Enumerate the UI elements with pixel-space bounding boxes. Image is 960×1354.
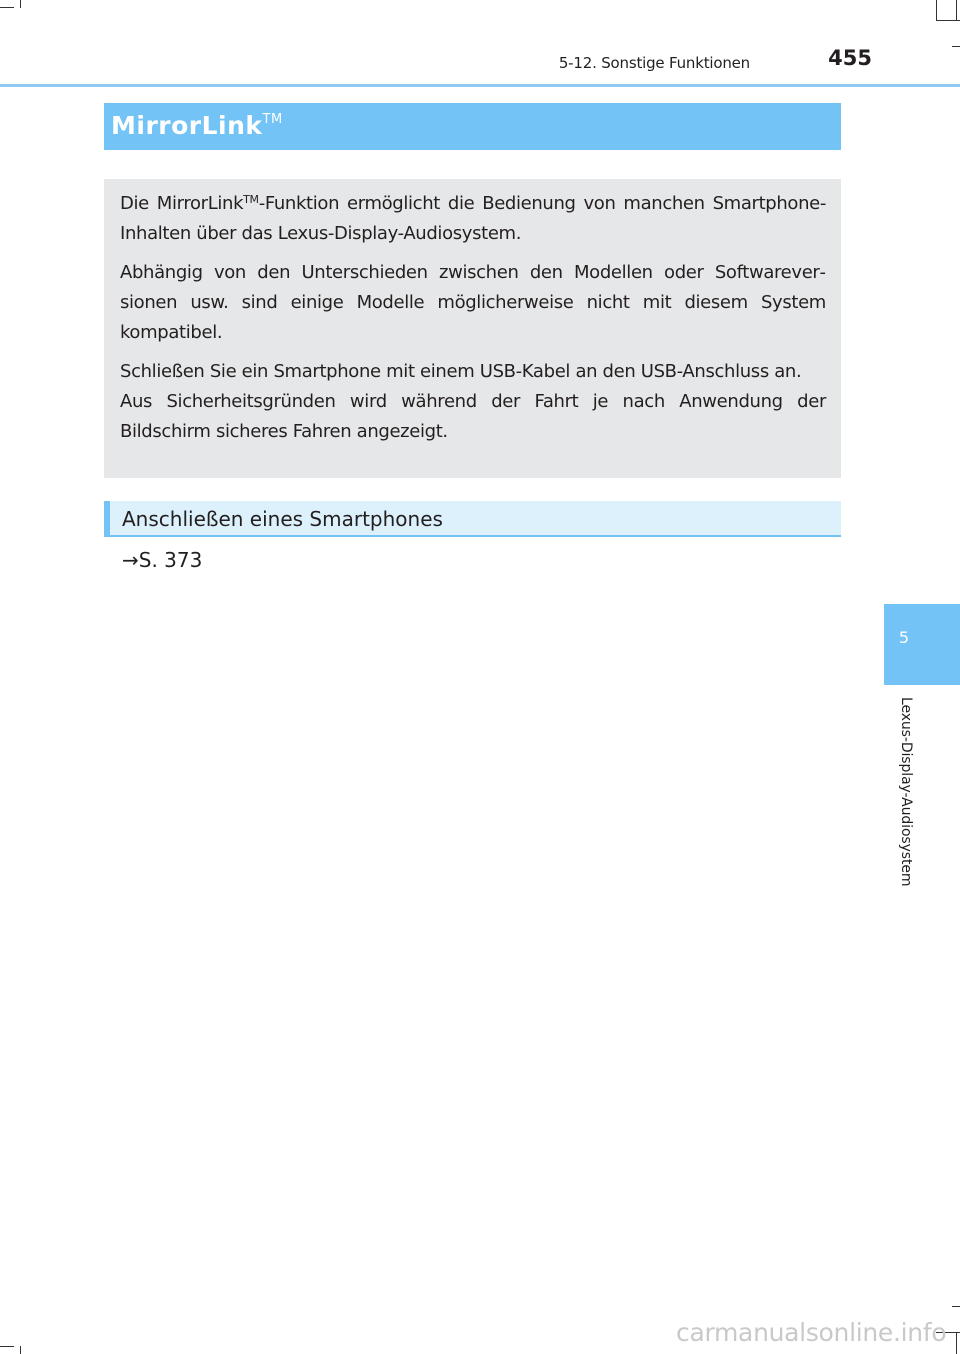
- watermark: carmanualsonline.info: [676, 1318, 947, 1347]
- page-reference-text: S. 373: [138, 548, 203, 572]
- crop-mark: [20, 0, 21, 8]
- trademark-symbol: TM: [243, 193, 259, 206]
- intro-paragraph: [120, 185, 826, 249]
- page-reference-link[interactable]: [122, 548, 202, 572]
- chapter-label: Lexus-Display-Audiosystem: [898, 697, 914, 887]
- intro-paragraph: Abhängig von den Unterschieden zwischen den Modellen oder Softwareversionen usw. sind einige Modelle möglicherweise nicht mit diesem System kompatibel.: [120, 262, 826, 343]
- intro-paragraph: Schließen Sie ein Smartphone mit einem USB-Kabel an den USB-Anschluss an.: [120, 361, 802, 382]
- chapter-number: 5: [898, 628, 910, 647]
- section-title-text: MirrorLink: [111, 111, 263, 140]
- page-number: 455: [828, 46, 872, 70]
- header-rule: [0, 84, 960, 87]
- crop-mark: [20, 1346, 21, 1354]
- intro-box: [104, 179, 841, 478]
- subsection-title: Anschließen eines Smartphones: [122, 507, 443, 531]
- section-title: [111, 111, 283, 140]
- intro-text: Die MirrorLink: [120, 193, 244, 214]
- subsection-bar: [104, 501, 841, 537]
- header-section-title: 5-12. Sonstige Funktionen: [558, 54, 750, 72]
- intro-text: -Funktion ermöglicht die Bedienung von manchen Smartphone-Inhalten über das Lexus-Display-Audiosystem.: [120, 193, 827, 244]
- arrow-icon: →: [122, 548, 139, 572]
- chapter-tab: [884, 604, 960, 685]
- crop-mark: [956, 1332, 957, 1354]
- crop-mark: [0, 7, 14, 8]
- trademark-symbol: TM: [262, 112, 283, 127]
- crop-mark: [0, 1346, 14, 1347]
- intro-paragraph: Aus Sicherheitsgründen wird während der Fahrt je nach Anwendung der Bildschirm sicheres Fahren angezeigt.: [120, 391, 826, 442]
- crop-mark: [936, 0, 937, 20]
- crop-mark: [952, 46, 960, 47]
- section-title-bar: [104, 103, 841, 150]
- crop-mark: [956, 0, 957, 21]
- crop-mark: [952, 1306, 960, 1307]
